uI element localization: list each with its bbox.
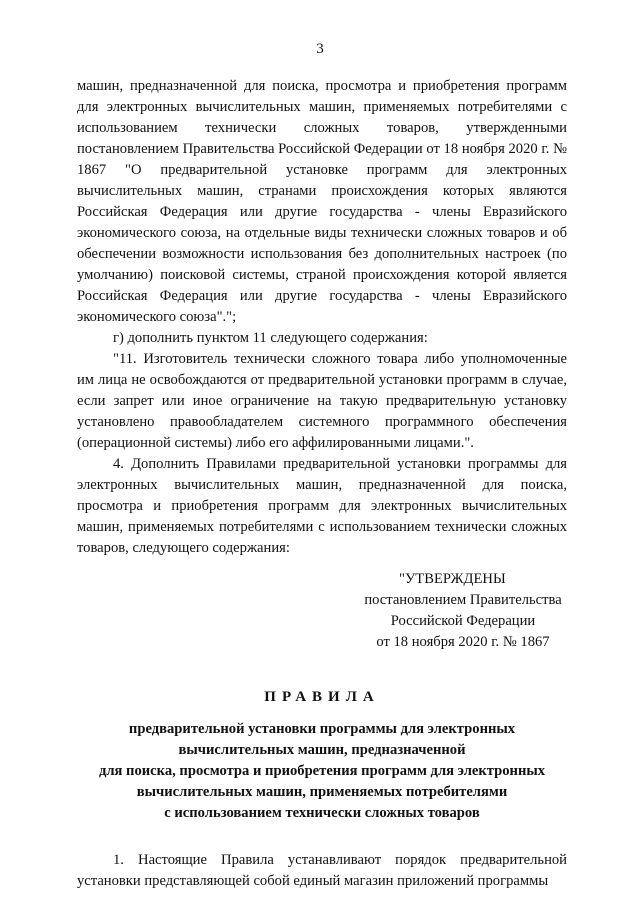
approval-line: постановлением Правительства — [364, 592, 562, 608]
paragraph-amendment-g: г) дополнить пунктом 11 следующего содержания: — [113, 330, 428, 346]
paragraph-item-4: 4. Дополнить Правилами предварительной установки программы для электронных вычислительных машин, предназначенной для поиска, просмотра и приобретения программ для электронных вычислительных машин, применяемых потребителями с использованием технически сложных товаров, следующего содержания: — [77, 456, 567, 556]
page-number: 3 — [316, 41, 324, 57]
document-body — [77, 76, 567, 892]
paragraph-point-11: "11. Изготовитель технически сложного товара либо уполномоченные им лица не освобождаются от предварительной установки программ в случае, если запрет или иное ограничение на такую предварительную установку установлено правообладателем системного программного обеспечения (операционной системы) либо его аффилированными лицами.". — [77, 351, 567, 451]
approval-date: от 18 ноября 2020 г. № 1867 — [376, 634, 550, 650]
rules-subtitle — [77, 719, 567, 824]
subtitle-line: вычислительных машин, применяемых потребителями — [136, 784, 508, 800]
subtitle-line: вычислительных машин, предназначенной — [178, 742, 466, 758]
subtitle-line: для поиска, просмотра и приобретения программ для электронных — [98, 763, 546, 779]
approval-block — [77, 569, 567, 653]
rules-paragraph-1: 1. Настоящие Правила устанавливают порядок предварительной установки представляющей собой единый магазин приложений программы — [77, 852, 567, 889]
subtitle-line: предварительной установки программы для электронных — [128, 721, 516, 737]
paragraph-continuation: машин, предназначенной для поиска, просмотра и приобретения программ для электронных вычислительных машин, применяемых потребителями с использованием технически сложных товаров, утвержденными постановлением Правительства Российской Федерации от 18 ноября 2020 г. № 1867 "О предварительной установке программ для электронных вычислительных машин, странами происхождения которых являются Российская Федерация или другие государства - члены Евразийского экономического союза, на отдельные виды технически сложных товаров и об обеспечении возможности использования без дополнительных настроек (по умолчанию) поисковой системы, страной происхождения которой является Российская Федерация или другие государства - члены Евразийского экономического союза"."; — [77, 78, 567, 325]
subtitle-line: с использованием технически сложных товаров — [164, 805, 480, 821]
approval-line: Российской Федерации — [390, 613, 536, 629]
rules-title: ПРАВИЛА — [264, 689, 380, 705]
approval-heading: "УТВЕРЖДЕНЫ — [399, 571, 506, 587]
